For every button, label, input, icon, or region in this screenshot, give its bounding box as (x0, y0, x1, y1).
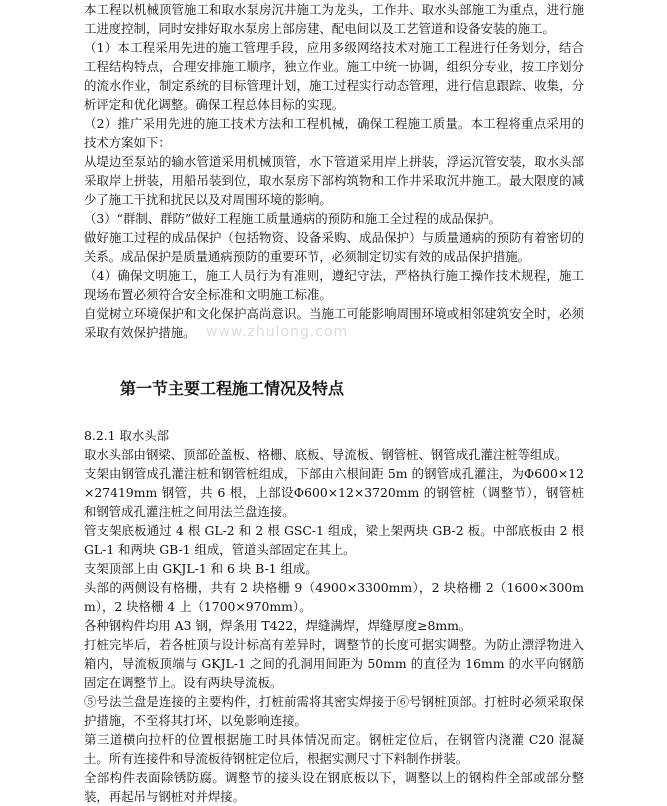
paragraph-top: 支架顶部上由 GKJL-1 和 6 块 B-1 组成。 (84, 561, 318, 576)
watermark: www.zhulong.com (206, 324, 349, 340)
paragraph-steel: 各种钢构件均用 A3 钢，焊条用 T422，焊缝满焊，焊缝厚度≥8mm。 (84, 618, 472, 633)
paragraph-grilles: 头部的两侧设有格栅，共有 2 块格栅 9（4900×3300mm），2 块格栅 2（1600×300mm），2 块格栅 4 上（1700×970mm）。 (84, 580, 584, 614)
paragraph-anticorrosion: 全部构件表面除锈防腐。调整节的接头设在钢底板以下，调整以上的钢构件全部或部分整装，再起吊与钢桩对并焊接。 (84, 770, 584, 804)
paragraph-base-plate: 管支架底板通过 4 根 GL-2 和 2 根 GSC-1 组成，梁上架两块 GB-2 板。中部底板由 2 根 GL-1 和两块 GB-1 组成，管道头部固定在其上。 (84, 523, 584, 557)
paragraph-environment: 自觉树立环境保护和文化保护高尚意识。当施工可能影响周围环境或相邻建筑安全时，必须采取有效保护措施。 (84, 306, 584, 340)
paragraph-item-4: （4）确保文明施工，施工人员行为有准则，遵纪守法，严格执行施工操作技术规程，施工现场布置必须符合安全标准和文明施工标准。 (84, 268, 584, 302)
paragraph-flange: ⑤号法兰盘是连接的主要构件，打桩前需将其密实焊接于⑥号钢桩顶部。打桩时必须采取保护措施，不至将其打坏，以免影响连接。 (84, 694, 584, 728)
paragraph-item-1: （1）本工程采用先进的施工管理手段，应用多级网络技术对施工工程进行任务划分，结合工程结构特点，合理安排施工顺序，独立作业。施工中统一协调，组织分专业，按工序划分的流水作业，制定系统的目标管理计划，施工过程实行动态管理，进行信息跟踪、收集，分析评定和优化调整。确保工程总体目标的实现。 (84, 40, 584, 112)
paragraph-intro: 本工程以机械顶管施工和取水泵房沉井施工为龙头，工作井、取水头部施工为重点，进行施工进度控制，同时安排好取水泵房上部房建、配电间以及工艺管道和设备安装的施工。 (84, 2, 584, 36)
paragraph-tie-rod: 第三道横向拉杆的位置根据施工时具体情况而定。钢桩定位后，在钢管内浇灌 C20 混凝土。所有连接件和导流板待钢桩定位后，根据实测尺寸下料制作拼装。 (84, 732, 584, 766)
paragraph-item-3: （3）“群制、群防”做好工程施工质量通病的预防和施工全过程的成品保护。 (84, 211, 502, 226)
subsection-title: 8.2.1 取水头部 (84, 428, 170, 443)
paragraph-item-2: （2）推广采用先进的施工技术方法和工程机械，确保工程施工质量。本工程将重点采用的技术方案如下： (84, 116, 584, 150)
paragraph-piling: 打桩完毕后，若各桩顶与设计标高有差异时，调整节的长度可据实调整。为防止漂浮物进入箱内，导流板顶端与 GKJL-1 之间的孔洞用间距为 50mm 的直径为 16mm 的水平向钢筋固定在调整节上。设有两块导流板。 (84, 637, 584, 690)
paragraph-product-protection: 做好施工过程的成品保护（包括物资、设备采购、成品保护）与质量通病的预防有着密切的关系。成品保护是质量通病预防的重要环节，必须制定切实有效的成品保护措施。 (84, 230, 584, 264)
paragraph-components: 取水头部由钢梁、顶部砼盖板、格栅、底板、导流板、钢管桩、钢管成孔灌注桩等组成。 (84, 447, 568, 462)
section-heading: 第一节主要工程施工情况及特点 (120, 379, 345, 398)
paragraph-support: 支架由钢管成孔灌注桩和钢管桩组成，下部由六根间距 5m 的钢管成孔灌注，为Φ600×12×27419mm 钢管，共 6 根，上部设Φ600×12×3720mm 的钢管桩（调整节），钢管桩和钢管成孔灌注桩之间用法兰盘连接。 (84, 466, 584, 519)
paragraph-technical-plan: 从堤边至泵站的输水管道采用机械顶管，水下管道采用岸上拼装，浮运沉管安装，取水头部采取岸上拼装，用船吊装到位，取水泵房下部构筑物和工作井采取沉井施工。最大限度的减少了施工干扰和扰民以及对周围环境的影响。 (84, 154, 584, 207)
